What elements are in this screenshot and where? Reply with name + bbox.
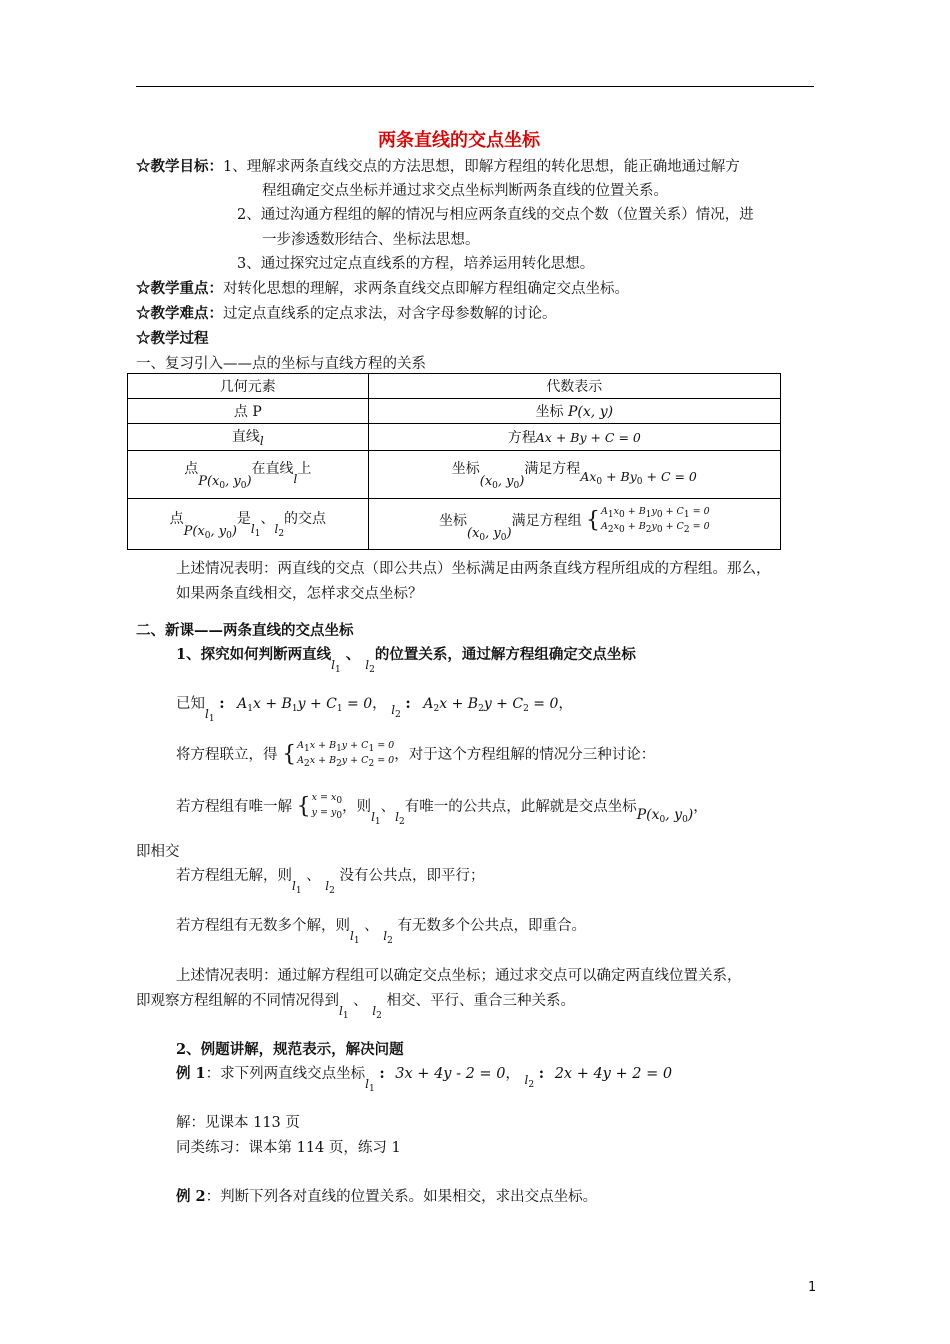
row3-l: l — [293, 472, 298, 486]
goal-2a: 2、通过沟通方程组的解的情况与相应两条直线的交点个数（位置关系）情况，进 — [237, 207, 754, 223]
ex1-l2: l2 — [524, 1073, 535, 1090]
page-number: 1 — [808, 1280, 817, 1295]
header-geometry: 几何元素 — [128, 374, 369, 399]
row3-geo-a: 点 — [184, 461, 199, 477]
row3-point: $P(x_0$, $y_0$) — [198, 474, 252, 491]
combine-line — [176, 740, 655, 770]
row1-math: P(x, y) — [568, 404, 614, 420]
unique-system: x = x0 y = y0 — [311, 792, 343, 821]
summary-1a: 上述情况表明：两直线的交点（即公共点）坐标满足由两条直线方程所组成的方程组。那么， — [176, 561, 771, 577]
subsection-1 — [176, 643, 636, 675]
known-line: 已知$_{l_1}$ : $A_1x + B_1y + C_1 = 0$， $_{l_2}$ : $A_2x + B_2y + C_2 = 0$， — [176, 695, 573, 724]
row4-alg-a: 坐标 — [439, 512, 468, 529]
ex1-label: 例 1 — [176, 1065, 206, 1082]
row2-geo-label: 直线 — [231, 429, 260, 445]
practice-line: 同类练习：课本第 114 页，练习 1 — [176, 1140, 401, 1156]
row2-alg-label: 方程 — [507, 430, 536, 446]
none-a: 若方程组无解，则 — [176, 868, 292, 884]
row2-math: Ax + By + C = 0 — [535, 430, 641, 445]
sub1-l1: l1 — [331, 658, 341, 675]
difficult-point — [136, 302, 557, 323]
ex1-eq1: 3x + 4y - 2 = 0 — [395, 1066, 506, 1082]
known-eq2: $A_2x + B_2y + C_2 = 0$ — [423, 696, 559, 714]
process-heading: ☆教学过程 — [136, 330, 209, 347]
unique-a: 若方程组有唯一解 — [176, 799, 292, 815]
summary2b-b: 相交、平行、重合三种关系。 — [386, 993, 575, 1009]
row3-geo-b: 在直线 — [251, 461, 294, 477]
row4-coord: ($x_0$, $y_0$) — [467, 525, 512, 543]
none-line: 若方程组无解，则$_{l_1}$ 、 $_{l_2}$ 没有公共点，即平行； — [176, 868, 485, 896]
summary-1b: 如果两条直线相交，怎样求交点坐标？ — [176, 586, 423, 602]
row4-system: A1x0 + B1y0 + C1 = 0 A2x0 + B2y0 + C2 = 0 — [601, 505, 710, 535]
none-b: 没有公共点，即平行； — [339, 868, 485, 884]
inf-b: 有无数多个公共点，即重合。 — [397, 918, 586, 934]
summary-2b: 即观察方程组解的不同情况得到$_{l_1}$ 、 $_{l_2}$ 相交、平行、重合三种关系。 — [136, 993, 575, 1021]
sub1-b: 、 — [345, 646, 361, 663]
goals-line-1 — [136, 155, 740, 176]
ex1-eq2: 2x + 4y + 2 = 0 — [554, 1066, 673, 1082]
row4-geo-b: 是 — [236, 510, 251, 527]
key-text: 对转化思想的理解，求两条直线交点即解方程组确定交点坐标。 — [223, 281, 629, 297]
combine-brace: { — [282, 742, 297, 767]
summary2b-l1: l1 — [339, 1004, 349, 1021]
known-l1: l1 — [205, 707, 215, 724]
example-2 — [176, 1185, 597, 1206]
row2-geometry — [128, 424, 369, 451]
row4-geo-a: 点 — [169, 510, 184, 527]
unique-b: ，则 — [342, 799, 372, 815]
row3-coord: ($x_0$, $y_0$) — [479, 474, 525, 491]
inf-line: 若方程组有无数多个解，则$_{l_1}$ 、 $_{l_2}$ 有无数多个公共点，即重合。 — [176, 918, 586, 946]
row3-geometry — [128, 451, 369, 499]
unique-c: 有唯一的公共点，此解就是交点坐标 — [404, 799, 637, 815]
combine-a: 将方程联立，得 — [176, 747, 278, 763]
solution-line: 解：见课本 113 页 — [176, 1115, 300, 1131]
none-l2: l2 — [325, 879, 335, 896]
example-1: 例 1：求下列两直线交点坐标$_{l_1}$ : 3x + 4y - 2 = 0， $_{l_2}$ : 2x + 4y + 2 = 0 — [176, 1065, 673, 1094]
combine-b: ，对于这个方程组解的情况分三种讨论： — [394, 747, 656, 763]
goal-2b: 一步渗透数形结合、坐标法思想。 — [262, 232, 480, 248]
row1-algebra — [368, 399, 780, 424]
inf-a: 若方程组有无数多个解，则 — [176, 918, 350, 934]
row2-l: l — [259, 434, 264, 448]
row3-alg-a: 坐标 — [451, 461, 480, 477]
row4-geometry — [128, 499, 369, 550]
row1-alg-label: 坐标 — [535, 404, 564, 420]
row2-algebra — [368, 424, 780, 451]
ex2-label: 例 2 — [176, 1188, 206, 1205]
unique-l2: l2 — [395, 810, 405, 827]
unique-l1: l1 — [371, 810, 381, 827]
sub1-l2: l2 — [365, 658, 375, 675]
row3-algebra — [368, 451, 780, 499]
summary2b-a: 即观察方程组解的不同情况得到 — [136, 993, 339, 1009]
row4-geo-d: 的交点 — [284, 510, 327, 527]
row4-geo-c: 、 — [260, 510, 275, 527]
row3-alg-b: 满足方程 — [524, 461, 581, 477]
row4-point: $P(x_0$, $y_0$) — [183, 523, 237, 541]
unique-d: 即相交 — [136, 844, 180, 860]
goal-1b: 程组确定交点坐标并通过求交点坐标判断两条直线的位置关系。 — [262, 183, 668, 199]
section-1-heading: 一、复习引入——点的坐标与直线方程的关系 — [136, 356, 426, 372]
top-rule — [136, 86, 814, 87]
row1-geometry: 点 P — [128, 399, 369, 424]
row3-eq: $Ax_0 + By_0 + C = 0$ — [580, 469, 697, 487]
difficult-text: 过定点直线系的定点求法，对含字母参数解的讨论。 — [223, 306, 557, 322]
unique-point: $P(x_0$, $y_0$) — [636, 807, 694, 825]
sub1-c: 的位置关系，通过解方程组确定交点坐标 — [374, 646, 636, 663]
unique-line: 若方程组有唯一解 {x = x0 y = y0，则$_{l_1}$、$_{l_2}$有唯一的公共点，此解就是交点坐标$P(x_0$, $y_0$)， — [176, 792, 708, 827]
combine-system: A1x + B1y + C1 = 0 A2x + B2y + C2 = 0 — [297, 740, 395, 769]
goals-label: ☆教学目标： — [136, 158, 223, 175]
page-title: 两条直线的交点坐标 — [378, 130, 540, 151]
row4-alg-b: 满足方程组 — [511, 512, 582, 529]
ex2-text: ：判断下列各对直线的位置关系。如果相交，求出交点坐标。 — [205, 1189, 598, 1205]
row4-l1: $l_1$ — [250, 521, 261, 539]
header-algebra: 代数表示 — [368, 374, 780, 399]
ex1-text: ：求下列两直线交点坐标 — [205, 1066, 366, 1082]
goal-1a: 1、理解求两条直线交点的方法思想，即解方程组的转化思想，能正确地通过解方 — [223, 159, 740, 175]
row4-algebra — [368, 499, 780, 550]
subsection-2: 2、例题讲解，规范表示，解决问题 — [176, 1041, 404, 1058]
summary2b-l2: l2 — [372, 1004, 382, 1021]
key-point — [136, 277, 629, 298]
row4-brace: { — [586, 507, 601, 533]
row3-geo-c: 上 — [297, 461, 312, 477]
unique-brace: { — [296, 794, 311, 819]
inf-l2: l2 — [383, 929, 393, 946]
sub1-a: 1、探究如何判断两直线 — [176, 646, 332, 663]
known-label: 已知 — [176, 696, 205, 712]
known-eq1: $A_1x + B_1y + C_1 = 0$ — [237, 696, 373, 714]
known-l2: l2 — [391, 703, 401, 720]
key-label: ☆教学重点： — [136, 280, 223, 297]
none-l1: l1 — [292, 879, 302, 896]
goal-3: 3、通过探究过定点直线系的方程，培养运用转化思想。 — [237, 256, 595, 272]
relation-table — [127, 373, 781, 550]
inf-l1: l1 — [350, 929, 360, 946]
difficult-label: ☆教学难点： — [136, 305, 223, 322]
summary-2a: 上述情况表明：通过解方程组可以确定交点坐标；通过求交点可以确定两直线位置关系， — [176, 968, 742, 984]
ex1-l1: l1 — [365, 1077, 375, 1094]
section-2-heading: 二、新课——两条直线的交点坐标 — [136, 622, 354, 639]
row4-l2: $l_2$ — [274, 521, 285, 539]
